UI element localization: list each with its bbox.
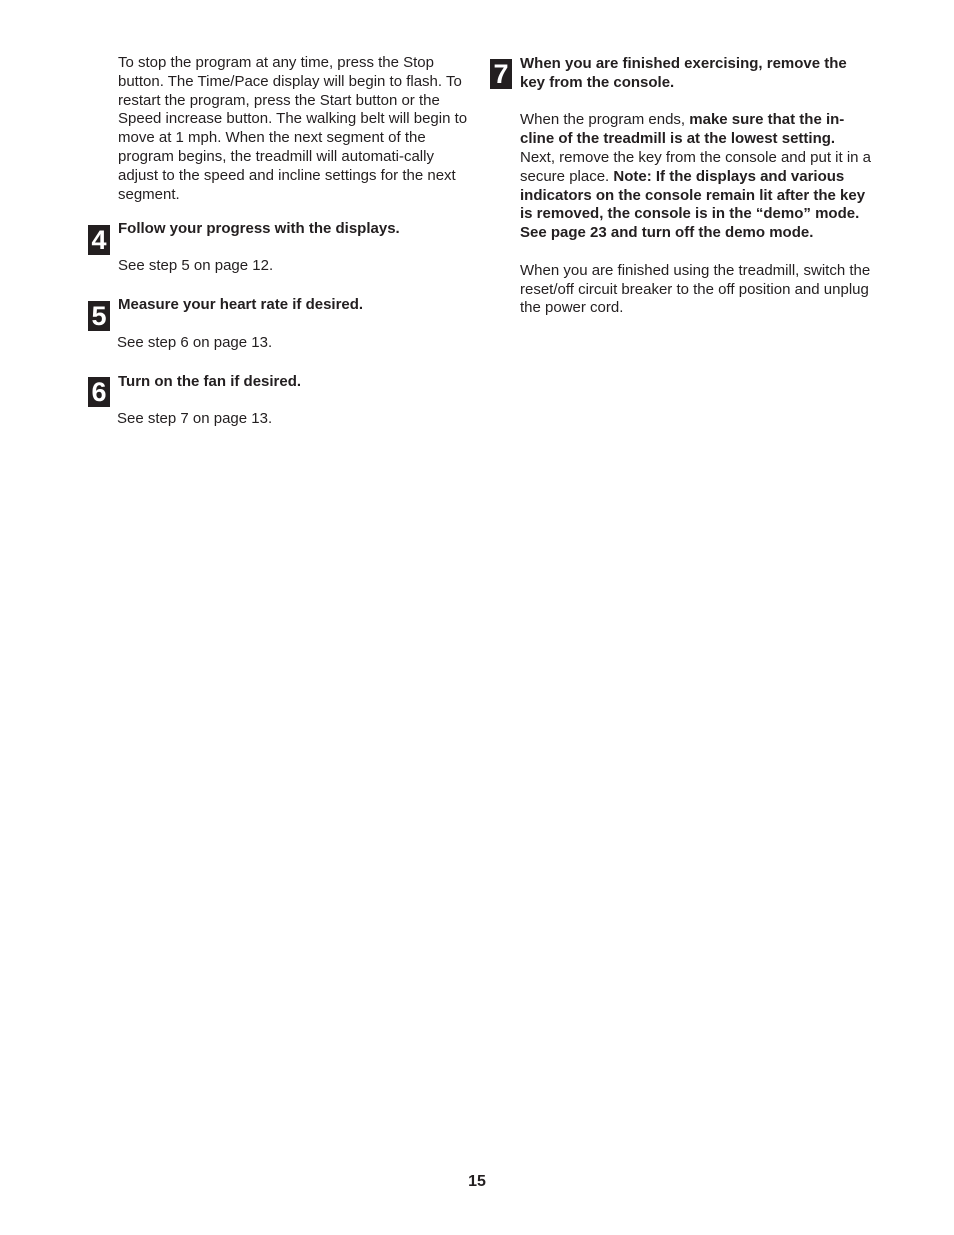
step-5-text: See step 6 on page 13. — [117, 334, 273, 351]
step-7-p1-part-1: When the program ends, — [520, 111, 690, 129]
intro-text: To stop the program at any time, press the Stop button. The Time/Pace display will begin to flash. To restart the program, press the Start button or the Speed increase button. The walking belt will begin to move at 1 mph. When the next segment of the program begins, the treadmill will automati-cally adjust to the speed and incline settings for the next segment. — [118, 54, 468, 203]
step-7-paragraph-2: When you are finished using the treadmill, switch the reset/off circuit breaker to the off position and unplug the power cord. — [520, 261, 871, 317]
step-7-p1-part-3: Next, remove the key from the console and put it in a secure place. — [520, 148, 872, 185]
step-7-content — [520, 55, 872, 318]
step-7-p1-part-4: Note: If the displays and various indicators on the console remain lit after the key is removed, the console is in the “demo” mode. See page 23 and turn off the demo mode. — [520, 167, 866, 242]
step-4-number: 4 — [88, 225, 110, 255]
step-4-text: See step 5 on page 12. — [118, 257, 274, 274]
step-4-heading: Follow your progress with the displays. — [118, 220, 400, 237]
intro-paragraph — [118, 54, 468, 204]
step-7-paragraph-1 — [520, 111, 872, 243]
step-7-p1-part-2: make sure that the in-cline of the treadmill is at the lowest setting. — [520, 111, 845, 148]
step-6-text: See step 7 on page 13. — [117, 410, 273, 427]
step-5-number: 5 — [88, 301, 110, 331]
step-6-number: 6 — [88, 377, 110, 407]
step-7-number: 7 — [490, 59, 512, 89]
step-5-heading: Measure your heart rate if desired. — [118, 296, 364, 313]
page-number: 15 — [468, 1173, 486, 1190]
step-7-heading: When you are finished exercising, remove the key from the console. — [520, 55, 847, 91]
step-6-heading: Turn on the fan if desired. — [118, 373, 302, 390]
